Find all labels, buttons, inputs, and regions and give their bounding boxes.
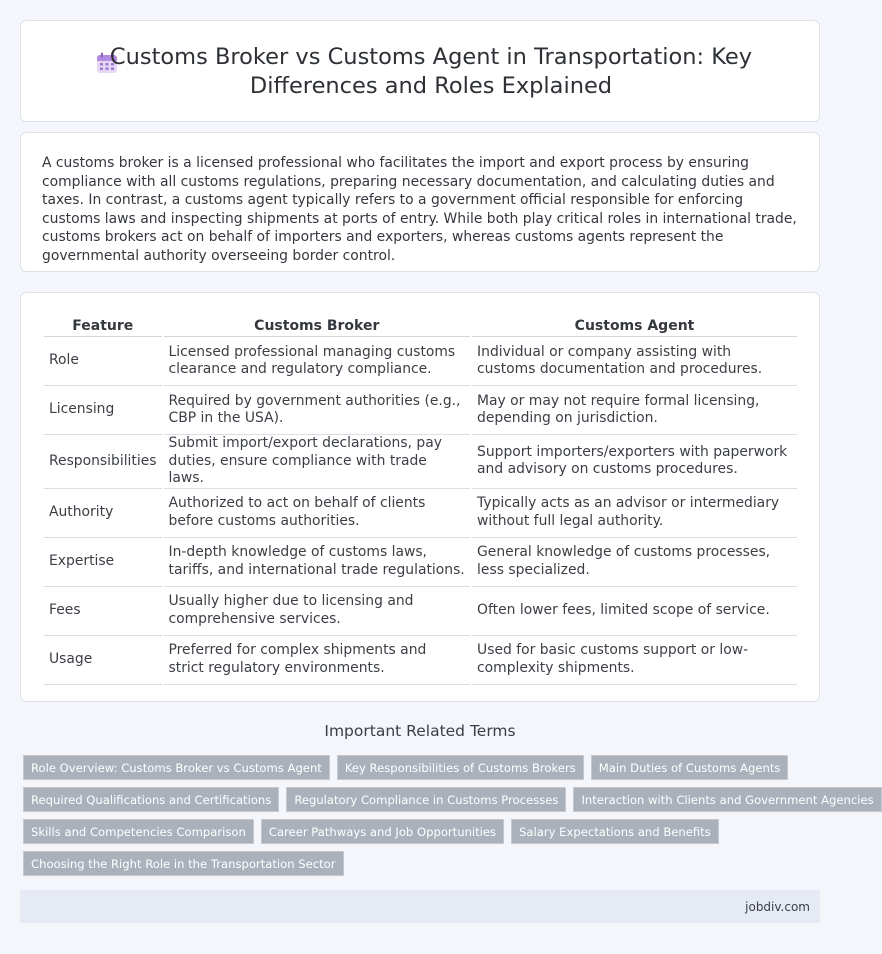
agent-cell: Typically acts as an advisor or intermediary without full legal authority.	[472, 489, 797, 538]
comparison-card	[20, 292, 820, 702]
related-term-tag[interactable]: Salary Expectations and Benefits	[511, 819, 719, 844]
header-customs-agent: Customs Agent	[472, 315, 797, 337]
broker-cell: Usually higher due to licensing and comprehensive services.	[164, 587, 471, 636]
footer	[20, 890, 820, 923]
page-title: Customs Broker vs Customs Agent in Transportation: Key Differences and Roles Explained	[109, 44, 753, 99]
tag-row	[23, 787, 874, 812]
feature-cell: Authority	[44, 489, 162, 538]
related-term-tag[interactable]: Main Duties of Customs Agents	[591, 755, 789, 780]
broker-cell: Authorized to act on behalf of clients before customs authorities.	[164, 489, 471, 538]
related-term-tag[interactable]: Required Qualifications and Certifications	[23, 787, 279, 812]
agent-cell: Individual or company assisting with customs documentation and procedures.	[472, 337, 797, 386]
related-terms-title: Important Related Terms	[324, 722, 516, 740]
footer-site-link[interactable]: jobdiv.com	[745, 900, 810, 914]
header-customs-broker: Customs Broker	[164, 315, 471, 337]
intro-card	[20, 132, 820, 272]
table-row	[44, 587, 797, 636]
feature-cell: Expertise	[44, 538, 162, 587]
feature-cell: Usage	[44, 636, 162, 685]
feature-cell: Fees	[44, 587, 162, 636]
feature-cell: Licensing	[44, 386, 162, 435]
related-terms-list	[23, 755, 874, 883]
comparison-table	[42, 315, 799, 685]
feature-cell: Responsibilities	[44, 435, 162, 489]
title-card	[20, 20, 820, 122]
table-row	[44, 489, 797, 538]
table-row	[44, 435, 797, 489]
table-row	[44, 636, 797, 685]
broker-cell: Preferred for complex shipments and strict regulatory environments.	[164, 636, 471, 685]
broker-cell: Licensed professional managing customs clearance and regulatory compliance.	[164, 337, 471, 386]
related-term-tag[interactable]: Choosing the Right Role in the Transportation Sector	[23, 851, 344, 876]
agent-cell: May or may not require formal licensing, depending on jurisdiction.	[472, 386, 797, 435]
related-term-tag[interactable]: Career Pathways and Job Opportunities	[261, 819, 504, 844]
agent-cell: Support importers/exporters with paperwork and advisory on customs procedures.	[472, 435, 797, 489]
related-term-tag[interactable]: Key Responsibilities of Customs Brokers	[337, 755, 584, 780]
agent-cell: General knowledge of customs processes, less specialized.	[472, 538, 797, 587]
related-term-tag[interactable]: Interaction with Clients and Government Agencies	[573, 787, 881, 812]
tag-row	[23, 755, 823, 780]
tag-row	[23, 851, 823, 876]
tag-row	[23, 819, 823, 844]
related-term-tag[interactable]: Regulatory Compliance in Customs Processes	[286, 787, 566, 812]
related-term-tag[interactable]: Role Overview: Customs Broker vs Customs Agent	[23, 755, 330, 780]
intro-paragraph: A customs broker is a licensed professional who facilitates the import and export process by ensuring compliance with all customs regulations, preparing necessary documentation, and calculating duties and taxes. In contrast, a customs agent typically refers to a government official responsible for enforcing customs laws and inspecting shipments at ports of entry. While both play critical roles in international trade, customs brokers act on behalf of importers and exporters, whereas customs agents represent the governmental authority overseeing border control.	[42, 155, 797, 264]
agent-cell: Often lower fees, limited scope of service.	[472, 587, 797, 636]
header-feature: Feature	[44, 315, 162, 337]
broker-cell: Submit import/export declarations, pay duties, ensure compliance with trade laws.	[164, 435, 471, 489]
table-header-row	[44, 315, 797, 337]
table-row	[44, 538, 797, 587]
agent-cell: Used for basic customs support or low-complexity shipments.	[472, 636, 797, 685]
table-row	[44, 386, 797, 435]
table-row	[44, 337, 797, 386]
broker-cell: Required by government authorities (e.g., CBP in the USA).	[164, 386, 471, 435]
broker-cell: In-depth knowledge of customs laws, tariffs, and international trade regulations.	[164, 538, 471, 587]
related-term-tag[interactable]: Skills and Competencies Comparison	[23, 819, 254, 844]
feature-cell: Role	[44, 337, 162, 386]
